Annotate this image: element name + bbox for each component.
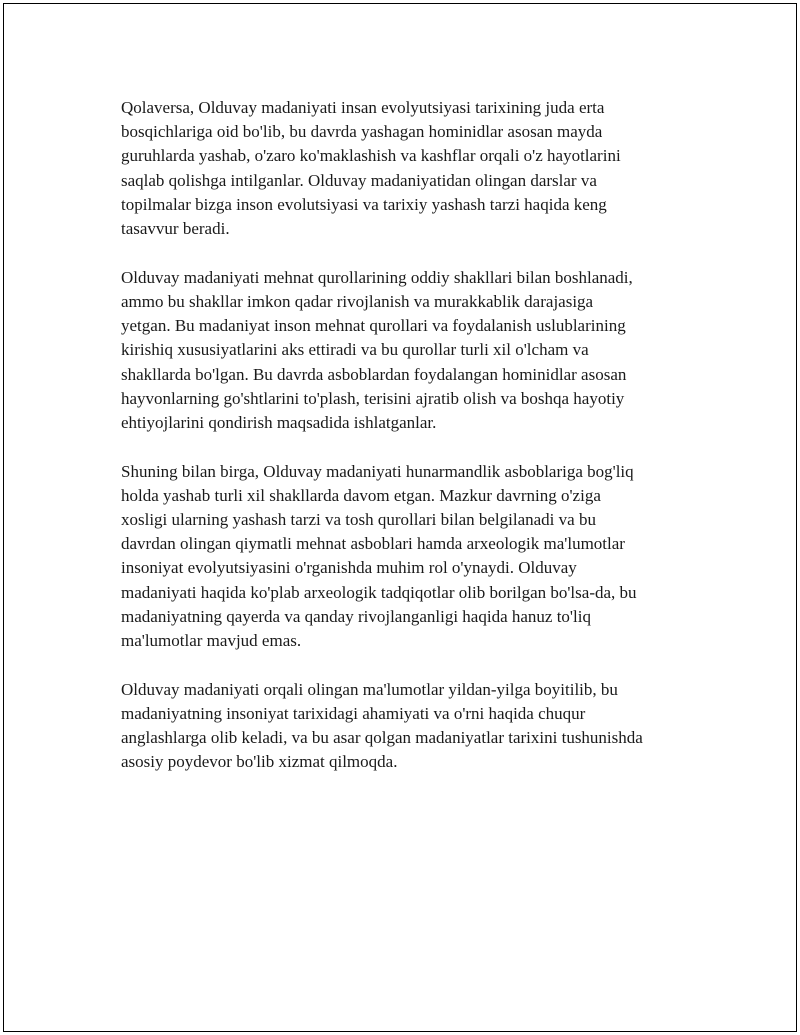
page-frame	[3, 3, 797, 1032]
document-body	[121, 96, 721, 799]
paragraph-line: madaniyatning insoniyat tarixidagi ahamiyati va o'rni haqida chuqur	[121, 703, 586, 723]
paragraph-line: insoniyat evolyutsiyasini o'rganishda muhim rol o'ynaydi. Olduvay	[121, 558, 577, 578]
paragraph-line: saqlab qolishga intilganlar. Olduvay madaniyatidan olingan darslar va	[121, 170, 597, 190]
paragraph-line: topilmalar bizga inson evolutsiyasi va tarixiy yashash tarzi haqida keng	[121, 194, 607, 214]
paragraph-line: asosiy poydevor bo'lib xizmat qilmoqda.	[121, 752, 398, 772]
paragraph-line: madaniyatning qayerda va qanday rivojlanganligi haqida hanuz to'liq	[121, 606, 591, 626]
paragraph-line: madaniyati haqida ko'plab arxeologik tadqiqotlar olib borilgan bo'lsa-da, bu	[121, 582, 637, 602]
paragraph-line: holda yashab turli xil shakllarda davom etgan. Mazkur davrning o'ziga	[121, 485, 601, 505]
paragraph-line: bosqichlariga oid bo'lib, bu davrda yashagan hominidlar asosan mayda	[121, 122, 603, 142]
paragraph-line: Shuning bilan birga, Olduvay madaniyati hunarmandlik asboblariga bog'liq	[121, 461, 634, 481]
paragraph-line: ma'lumotlar mavjud emas.	[121, 631, 302, 651]
paragraph-line: anglashlarga olib keladi, va bu asar qolgan madaniyatlar tarixini tushunishda	[121, 728, 643, 748]
paragraph-line: xosligi ularning yashash tarzi va tosh qurollari bilan belgilanadi va bu	[121, 510, 596, 530]
paragraph-line: Olduvay madaniyati mehnat qurollarining oddiy shakllari bilan boshlanadi,	[121, 267, 633, 287]
paragraph-line: Qolaversa, Olduvay madaniyati insan evolyutsiyasi tarixining juda erta	[121, 98, 605, 117]
paragraph-line: kirishiq xususiyatlarini aks ettiradi va bu qurollar turli xil o'lcham va	[121, 340, 589, 360]
paragraph-2	[121, 266, 721, 435]
paragraph-1	[121, 96, 721, 241]
paragraph-3	[121, 460, 721, 654]
paragraph-line: ehtiyojlarini qondirish maqsadida ishlatganlar.	[121, 412, 437, 432]
paragraph-line: guruhlarda yashab, o'zaro ko'maklashish va kashflar orqali o'z hayotlarini	[121, 146, 621, 166]
paragraph-line: yetgan. Bu madaniyat inson mehnat qurollari va foydalanish uslublarining	[121, 316, 626, 336]
paragraph-line: tasavvur beradi.	[121, 219, 230, 239]
paragraph-line: ammo bu shakllar imkon qadar rivojlanish va murakkablik darajasiga	[121, 291, 594, 311]
paragraph-4	[121, 678, 721, 775]
paragraph-line: hayvonlarning go'shtlarini to'plash, terisini ajratib olish va boshqa hayotiy	[121, 388, 625, 408]
paragraph-line: davrdan olingan qiymatli mehnat asboblari hamda arxeologik ma'lumotlar	[121, 534, 625, 554]
paragraph-line: Olduvay madaniyati orqali olingan ma'lumotlar yildan-yilga boyitilib, bu	[121, 679, 618, 699]
paragraph-line: shakllarda bo'lgan. Bu davrda asboblardan foydalangan hominidlar asosan	[121, 364, 627, 384]
